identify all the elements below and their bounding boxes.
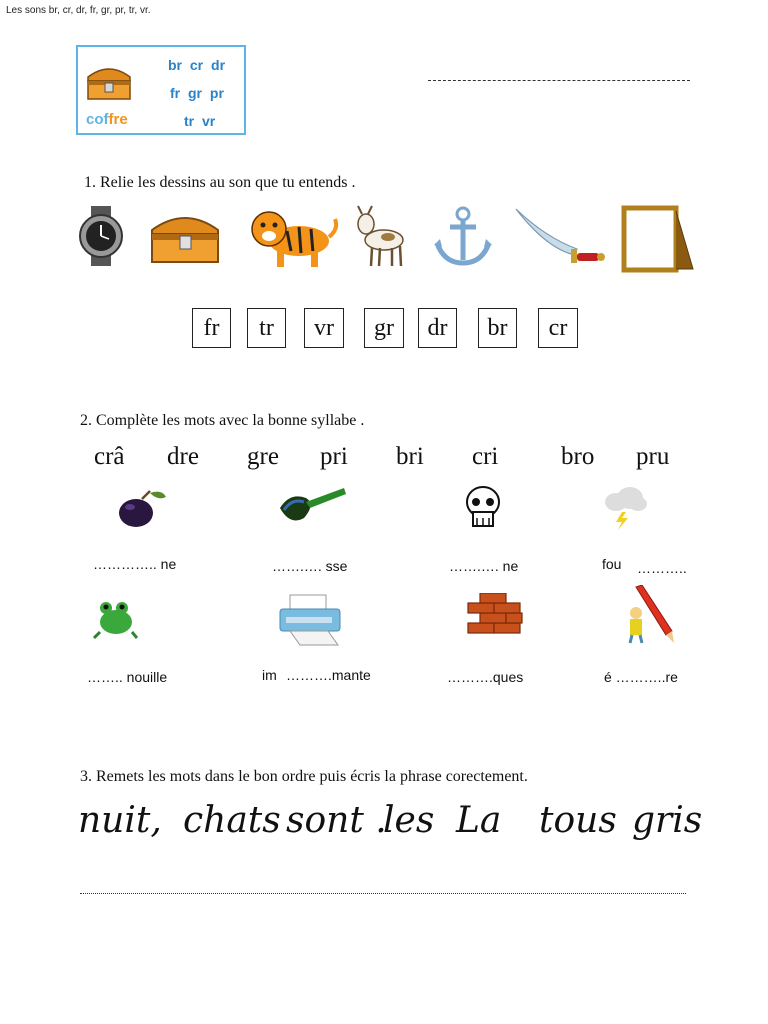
watch-icon [74, 204, 128, 268]
legend-word [86, 111, 128, 128]
fill-item-thunder-a: fou [602, 556, 622, 572]
sound-box-br[interactable]: br [478, 308, 517, 348]
treasure-chest-icon [84, 59, 134, 103]
goat-picture [354, 204, 410, 268]
sound-box-cr[interactable]: cr [538, 308, 578, 348]
pencil-picture [620, 585, 676, 647]
word-la: La [456, 800, 502, 841]
word-les: les [383, 800, 435, 841]
sound-box-fr[interactable]: fr [192, 308, 231, 348]
word-sont: sont . [286, 800, 387, 841]
printer-picture [276, 591, 348, 649]
sound-legend [76, 45, 246, 135]
legend-word-part2: fre [108, 111, 128, 128]
exercise2-instruction: 2. Complète les mots avec la bonne syllabe . [80, 412, 365, 429]
legend-row-3: tr vr [184, 113, 216, 129]
syllable-cri: cri [472, 443, 499, 470]
fill-item-skull[interactable]: …….…. ne [449, 558, 519, 574]
fill-item-bricks[interactable]: ……….ques [447, 669, 524, 685]
word-chats: chats [183, 800, 281, 841]
sound-box-dr[interactable]: dr [418, 308, 457, 348]
fill-item-frog[interactable]: …….. nouille [87, 669, 168, 685]
bricks-picture [466, 593, 524, 641]
exercise1-instruction: 1. Relie les dessins au son que tu entends . [84, 174, 356, 191]
treasure-chest-picture [148, 206, 222, 266]
sound-box-tr[interactable]: tr [247, 308, 286, 348]
fill-item-pencil[interactable]: é ………..re [604, 669, 678, 685]
brush-picture [276, 484, 348, 528]
fill-item-printer-a: im [262, 667, 277, 683]
sound-box-vr[interactable]: vr [304, 308, 344, 348]
syllable-bri: bri [396, 443, 424, 470]
answer-line[interactable] [80, 893, 686, 894]
syllable-dre: dre [167, 443, 199, 470]
syllable-pri: pri [320, 443, 348, 470]
legend-row-2: fr gr pr [170, 85, 224, 101]
syllable-bro: bro [561, 443, 595, 470]
skull-picture [463, 484, 503, 532]
fill-item-plum[interactable]: ………….. ne [93, 556, 177, 572]
word-gris: gris [632, 800, 703, 841]
fill-item-brush[interactable]: …….…. sse [272, 558, 348, 574]
legend-row-1: br cr dr [168, 57, 226, 73]
picture-frame-picture [621, 205, 695, 273]
syllable-gre: gre [247, 443, 279, 470]
exercise3-instruction: 3. Remets les mots dans le bon ordre puis écris la phrase corectement. [80, 768, 528, 785]
sabre-picture [513, 205, 605, 273]
page-header: Les sons br, cr, dr, fr, gr, pr, tr, vr. [6, 5, 151, 16]
fill-item-printer-b[interactable]: ……….mante [286, 667, 371, 683]
fill-item-thunder-b[interactable]: ……….. [637, 560, 687, 576]
syllable-cra: crâ [94, 443, 125, 470]
legend-word-part1: cof [86, 111, 109, 128]
plum-picture [114, 487, 168, 531]
tiger-picture [247, 203, 339, 271]
name-line[interactable] [428, 80, 690, 81]
syllable-pru: pru [636, 443, 670, 470]
frog-picture [92, 594, 138, 640]
anchor-picture [432, 205, 494, 267]
sound-box-gr[interactable]: gr [364, 308, 404, 348]
word-tous: tous [539, 800, 617, 841]
thunder-cloud-picture [600, 486, 650, 532]
word-nuit: nuit, [78, 800, 162, 841]
